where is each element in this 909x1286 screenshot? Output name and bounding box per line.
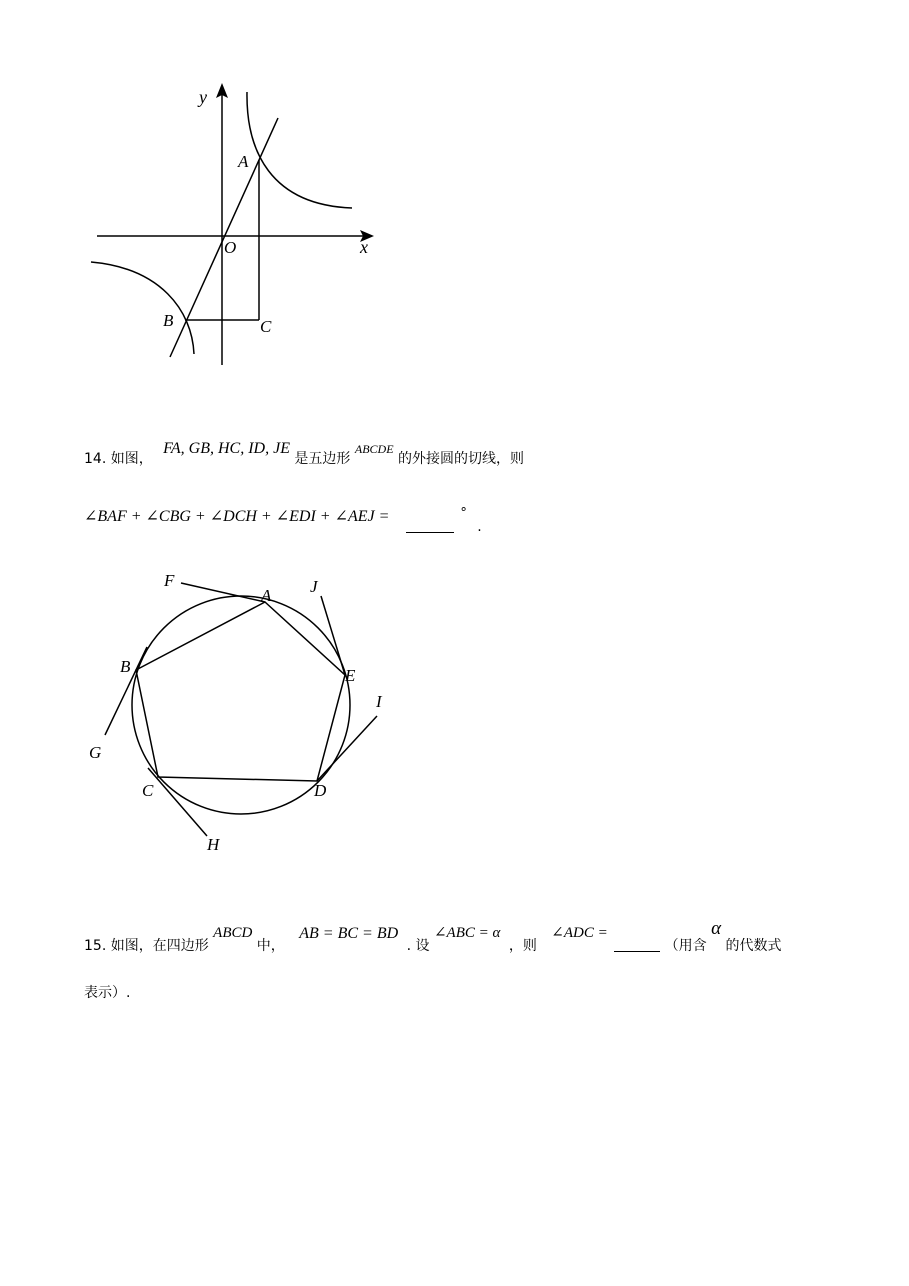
question-15-line1 <box>84 918 782 954</box>
label-c: C <box>260 317 272 336</box>
pentagon-figure <box>85 570 395 860</box>
pentagon-abcde <box>136 602 345 781</box>
question-mid: 中， <box>256 938 285 954</box>
label-i: I <box>376 692 382 711</box>
label-d: D <box>314 781 327 800</box>
then-word: ，则 <box>508 938 537 954</box>
angle-abc: ∠ABC = α <box>433 925 501 941</box>
period: . <box>477 519 482 535</box>
hint-open: （用含 <box>664 938 707 954</box>
question-mid: 是五边形 <box>294 451 351 467</box>
quadrilateral-name: ABCD <box>213 925 253 941</box>
label-f: F <box>164 571 175 590</box>
label-a: A <box>261 586 272 605</box>
degree-sign: ° <box>460 506 467 521</box>
angle-expression: ∠BAF + ∠CBG + ∠DCH + ∠EDI + ∠AEJ = <box>84 508 390 525</box>
answer-blank[interactable] <box>614 937 660 952</box>
question-14-line2 <box>84 504 482 534</box>
question-15-line2: 表示）. <box>84 985 131 1001</box>
label-x: x <box>360 237 368 257</box>
hint-rest: 的代数式 <box>725 938 782 954</box>
question-end: 的外接圆的切线，则 <box>398 451 524 467</box>
label-b: B <box>120 657 131 676</box>
question-number: 14. <box>84 451 107 467</box>
label-y: y <box>199 87 207 107</box>
tangent-fa <box>181 583 265 602</box>
answer-blank[interactable] <box>406 518 454 533</box>
label-e: E <box>345 666 356 685</box>
label-o: O <box>224 238 237 257</box>
label-j: J <box>310 577 318 596</box>
angle-adc: ∠ADC = <box>551 925 608 941</box>
question-intro: 如图，在四边形 <box>110 938 209 954</box>
equal-sides: AB = BC = BD <box>299 925 399 942</box>
label-a: A <box>238 152 249 171</box>
hyperbola-branch-lower <box>91 262 194 354</box>
label-h: H <box>207 835 220 854</box>
alpha-symbol: α <box>711 918 722 939</box>
set-word: . 设 <box>406 938 430 954</box>
question-number: 15. <box>84 938 107 954</box>
question-14-line1 <box>84 440 524 467</box>
hyperbola-figure <box>85 78 385 373</box>
label-c: C <box>142 781 154 800</box>
tangent-list: FA, GB, HC, ID, JE <box>163 440 290 457</box>
label-g: G <box>89 743 102 762</box>
pentagon-name: ABCDE <box>354 442 394 456</box>
question-intro: 如图， <box>110 451 153 467</box>
label-b: B <box>163 311 174 330</box>
